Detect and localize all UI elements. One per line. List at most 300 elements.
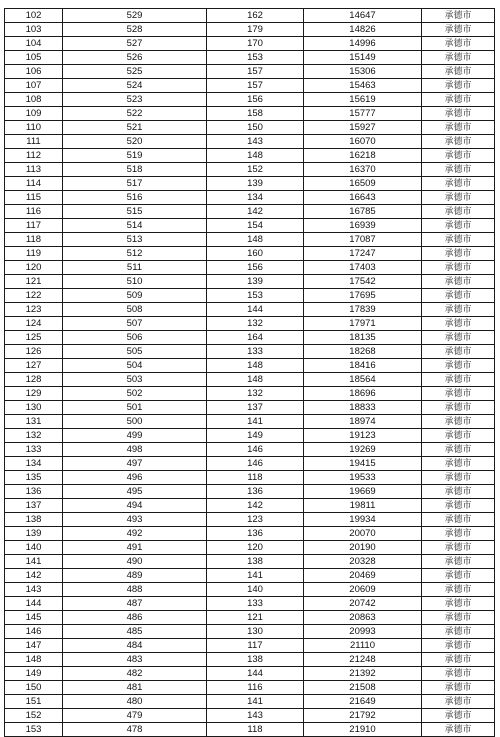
count-cell: 142: [207, 205, 304, 219]
score-cell: 484: [63, 639, 207, 653]
city-cell: 承德市: [422, 513, 495, 527]
rank-cell: 128: [5, 373, 63, 387]
cumulative-cell: 17403: [304, 261, 422, 275]
cumulative-cell: 20742: [304, 597, 422, 611]
count-cell: 136: [207, 485, 304, 499]
city-cell: 承德市: [422, 527, 495, 541]
cumulative-cell: 20070: [304, 527, 422, 541]
table-row: [5, 541, 495, 555]
score-cell: 509: [63, 289, 207, 303]
count-cell: 130: [207, 625, 304, 639]
score-cell: 493: [63, 513, 207, 527]
score-cell: 512: [63, 247, 207, 261]
score-table-page: [4, 8, 496, 737]
city-cell: 承德市: [422, 233, 495, 247]
score-cell: 525: [63, 65, 207, 79]
score-cell: 481: [63, 681, 207, 695]
score-cell: 516: [63, 191, 207, 205]
rank-cell: 152: [5, 709, 63, 723]
rank-cell: 126: [5, 345, 63, 359]
city-cell: 承德市: [422, 219, 495, 233]
rank-cell: 138: [5, 513, 63, 527]
city-cell: 承德市: [422, 205, 495, 219]
rank-cell: 143: [5, 583, 63, 597]
rank-cell: 104: [5, 37, 63, 51]
cumulative-cell: 21649: [304, 695, 422, 709]
table-row: [5, 163, 495, 177]
cumulative-cell: 19934: [304, 513, 422, 527]
city-cell: 承德市: [422, 415, 495, 429]
table-row: [5, 695, 495, 709]
rank-cell: 135: [5, 471, 63, 485]
city-cell: 承德市: [422, 541, 495, 555]
rank-cell: 147: [5, 639, 63, 653]
cumulative-cell: 17695: [304, 289, 422, 303]
cumulative-cell: 16218: [304, 149, 422, 163]
cumulative-cell: 21248: [304, 653, 422, 667]
table-row: [5, 401, 495, 415]
rank-cell: 149: [5, 667, 63, 681]
count-cell: 117: [207, 639, 304, 653]
rank-cell: 137: [5, 499, 63, 513]
cumulative-cell: 19269: [304, 443, 422, 457]
city-cell: 承德市: [422, 149, 495, 163]
count-cell: 132: [207, 317, 304, 331]
cumulative-cell: 19811: [304, 499, 422, 513]
score-cell: 504: [63, 359, 207, 373]
count-cell: 139: [207, 177, 304, 191]
city-cell: 承德市: [422, 555, 495, 569]
city-cell: 承德市: [422, 709, 495, 723]
count-cell: 138: [207, 555, 304, 569]
cumulative-cell: 20993: [304, 625, 422, 639]
table-row: [5, 275, 495, 289]
table-row: [5, 639, 495, 653]
count-cell: 118: [207, 471, 304, 485]
city-cell: 承德市: [422, 247, 495, 261]
table-row: [5, 107, 495, 121]
count-cell: 120: [207, 541, 304, 555]
rank-cell: 129: [5, 387, 63, 401]
count-cell: 149: [207, 429, 304, 443]
city-cell: 承德市: [422, 23, 495, 37]
city-cell: 承德市: [422, 331, 495, 345]
score-cell: 510: [63, 275, 207, 289]
count-cell: 137: [207, 401, 304, 415]
score-cell: 511: [63, 261, 207, 275]
rank-cell: 132: [5, 429, 63, 443]
count-cell: 132: [207, 387, 304, 401]
rank-cell: 113: [5, 163, 63, 177]
count-cell: 134: [207, 191, 304, 205]
score-cell: 521: [63, 121, 207, 135]
cumulative-cell: 18974: [304, 415, 422, 429]
score-cell: 520: [63, 135, 207, 149]
rank-cell: 153: [5, 723, 63, 737]
count-cell: 148: [207, 149, 304, 163]
rank-cell: 114: [5, 177, 63, 191]
table-row: [5, 611, 495, 625]
city-cell: 承德市: [422, 569, 495, 583]
table-row: [5, 233, 495, 247]
count-cell: 162: [207, 9, 304, 23]
count-cell: 148: [207, 233, 304, 247]
cumulative-cell: 18268: [304, 345, 422, 359]
count-cell: 143: [207, 709, 304, 723]
count-cell: 154: [207, 219, 304, 233]
rank-cell: 103: [5, 23, 63, 37]
cumulative-cell: 18833: [304, 401, 422, 415]
city-cell: 承德市: [422, 121, 495, 135]
city-cell: 承德市: [422, 681, 495, 695]
cumulative-cell: 16070: [304, 135, 422, 149]
table-row: [5, 597, 495, 611]
score-cell: 488: [63, 583, 207, 597]
score-cell: 485: [63, 625, 207, 639]
city-cell: 承德市: [422, 9, 495, 23]
table-row: [5, 289, 495, 303]
cumulative-cell: 15777: [304, 107, 422, 121]
count-cell: 144: [207, 303, 304, 317]
count-cell: 153: [207, 289, 304, 303]
table-row: [5, 415, 495, 429]
city-cell: 承德市: [422, 653, 495, 667]
count-cell: 146: [207, 457, 304, 471]
score-cell: 526: [63, 51, 207, 65]
table-row: [5, 79, 495, 93]
score-cell: 515: [63, 205, 207, 219]
count-cell: 136: [207, 527, 304, 541]
score-cell: 523: [63, 93, 207, 107]
rank-cell: 118: [5, 233, 63, 247]
count-cell: 158: [207, 107, 304, 121]
cumulative-cell: 18696: [304, 387, 422, 401]
table-row: [5, 331, 495, 345]
table-row: [5, 499, 495, 513]
cumulative-cell: 21792: [304, 709, 422, 723]
table-row: [5, 709, 495, 723]
score-table-body: [5, 9, 495, 737]
rank-cell: 123: [5, 303, 63, 317]
count-cell: 123: [207, 513, 304, 527]
count-cell: 179: [207, 23, 304, 37]
rank-cell: 110: [5, 121, 63, 135]
score-cell: 505: [63, 345, 207, 359]
city-cell: 承德市: [422, 401, 495, 415]
table-row: [5, 205, 495, 219]
city-cell: 承德市: [422, 373, 495, 387]
score-cell: 502: [63, 387, 207, 401]
city-cell: 承德市: [422, 275, 495, 289]
cumulative-cell: 14647: [304, 9, 422, 23]
cumulative-cell: 17247: [304, 247, 422, 261]
score-cell: 480: [63, 695, 207, 709]
rank-cell: 145: [5, 611, 63, 625]
rank-cell: 124: [5, 317, 63, 331]
rank-cell: 148: [5, 653, 63, 667]
city-cell: 承德市: [422, 317, 495, 331]
rank-cell: 121: [5, 275, 63, 289]
city-cell: 承德市: [422, 345, 495, 359]
score-cell: 495: [63, 485, 207, 499]
score-cell: 479: [63, 709, 207, 723]
rank-cell: 141: [5, 555, 63, 569]
count-cell: 160: [207, 247, 304, 261]
city-cell: 承德市: [422, 261, 495, 275]
city-cell: 承德市: [422, 177, 495, 191]
score-cell: 492: [63, 527, 207, 541]
city-cell: 承德市: [422, 457, 495, 471]
score-table: [4, 8, 495, 737]
count-cell: 118: [207, 723, 304, 737]
table-row: [5, 247, 495, 261]
score-cell: 487: [63, 597, 207, 611]
city-cell: 承德市: [422, 429, 495, 443]
cumulative-cell: 20609: [304, 583, 422, 597]
rank-cell: 139: [5, 527, 63, 541]
score-cell: 501: [63, 401, 207, 415]
count-cell: 141: [207, 569, 304, 583]
rank-cell: 146: [5, 625, 63, 639]
table-row: [5, 667, 495, 681]
score-cell: 527: [63, 37, 207, 51]
rank-cell: 136: [5, 485, 63, 499]
score-cell: 496: [63, 471, 207, 485]
score-cell: 503: [63, 373, 207, 387]
cumulative-cell: 15619: [304, 93, 422, 107]
table-row: [5, 681, 495, 695]
rank-cell: 125: [5, 331, 63, 345]
cumulative-cell: 20863: [304, 611, 422, 625]
rank-cell: 140: [5, 541, 63, 555]
cumulative-cell: 16643: [304, 191, 422, 205]
count-cell: 156: [207, 93, 304, 107]
rank-cell: 133: [5, 443, 63, 457]
cumulative-cell: 19533: [304, 471, 422, 485]
rank-cell: 134: [5, 457, 63, 471]
count-cell: 141: [207, 695, 304, 709]
rank-cell: 131: [5, 415, 63, 429]
table-row: [5, 93, 495, 107]
cumulative-cell: 17839: [304, 303, 422, 317]
table-row: [5, 121, 495, 135]
table-row: [5, 513, 495, 527]
table-row: [5, 443, 495, 457]
city-cell: 承德市: [422, 191, 495, 205]
rank-cell: 122: [5, 289, 63, 303]
cumulative-cell: 15927: [304, 121, 422, 135]
cumulative-cell: 19669: [304, 485, 422, 499]
city-cell: 承德市: [422, 695, 495, 709]
city-cell: 承德市: [422, 611, 495, 625]
score-cell: 494: [63, 499, 207, 513]
count-cell: 133: [207, 345, 304, 359]
cumulative-cell: 17542: [304, 275, 422, 289]
score-cell: 507: [63, 317, 207, 331]
count-cell: 140: [207, 583, 304, 597]
rank-cell: 112: [5, 149, 63, 163]
table-row: [5, 51, 495, 65]
count-cell: 152: [207, 163, 304, 177]
count-cell: 138: [207, 653, 304, 667]
table-row: [5, 373, 495, 387]
cumulative-cell: 16785: [304, 205, 422, 219]
score-cell: 500: [63, 415, 207, 429]
rank-cell: 127: [5, 359, 63, 373]
table-row: [5, 345, 495, 359]
rank-cell: 151: [5, 695, 63, 709]
score-cell: 529: [63, 9, 207, 23]
count-cell: 153: [207, 51, 304, 65]
table-row: [5, 387, 495, 401]
city-cell: 承德市: [422, 107, 495, 121]
cumulative-cell: 15306: [304, 65, 422, 79]
cumulative-cell: 19123: [304, 429, 422, 443]
score-cell: 506: [63, 331, 207, 345]
table-row: [5, 9, 495, 23]
table-row: [5, 191, 495, 205]
count-cell: 170: [207, 37, 304, 51]
table-row: [5, 149, 495, 163]
cumulative-cell: 16939: [304, 219, 422, 233]
score-cell: 491: [63, 541, 207, 555]
cumulative-cell: 15463: [304, 79, 422, 93]
rank-cell: 117: [5, 219, 63, 233]
rank-cell: 108: [5, 93, 63, 107]
city-cell: 承德市: [422, 471, 495, 485]
table-row: [5, 583, 495, 597]
table-row: [5, 625, 495, 639]
table-row: [5, 569, 495, 583]
count-cell: 142: [207, 499, 304, 513]
city-cell: 承德市: [422, 93, 495, 107]
count-cell: 157: [207, 65, 304, 79]
count-cell: 148: [207, 373, 304, 387]
cumulative-cell: 18416: [304, 359, 422, 373]
score-cell: 508: [63, 303, 207, 317]
score-cell: 518: [63, 163, 207, 177]
cumulative-cell: 15149: [304, 51, 422, 65]
city-cell: 承德市: [422, 443, 495, 457]
score-cell: 524: [63, 79, 207, 93]
city-cell: 承德市: [422, 135, 495, 149]
count-cell: 150: [207, 121, 304, 135]
count-cell: 146: [207, 443, 304, 457]
table-row: [5, 485, 495, 499]
count-cell: 116: [207, 681, 304, 695]
table-row: [5, 429, 495, 443]
score-cell: 514: [63, 219, 207, 233]
city-cell: 承德市: [422, 387, 495, 401]
city-cell: 承德市: [422, 65, 495, 79]
rank-cell: 120: [5, 261, 63, 275]
cumulative-cell: 16370: [304, 163, 422, 177]
table-row: [5, 219, 495, 233]
table-row: [5, 527, 495, 541]
rank-cell: 116: [5, 205, 63, 219]
count-cell: 133: [207, 597, 304, 611]
cumulative-cell: 14826: [304, 23, 422, 37]
count-cell: 121: [207, 611, 304, 625]
count-cell: 157: [207, 79, 304, 93]
score-cell: 517: [63, 177, 207, 191]
table-row: [5, 317, 495, 331]
rank-cell: 107: [5, 79, 63, 93]
count-cell: 164: [207, 331, 304, 345]
cumulative-cell: 20328: [304, 555, 422, 569]
score-cell: 478: [63, 723, 207, 737]
city-cell: 承德市: [422, 583, 495, 597]
table-row: [5, 457, 495, 471]
cumulative-cell: 16509: [304, 177, 422, 191]
table-row: [5, 303, 495, 317]
cumulative-cell: 20469: [304, 569, 422, 583]
cumulative-cell: 21910: [304, 723, 422, 737]
rank-cell: 119: [5, 247, 63, 261]
city-cell: 承德市: [422, 303, 495, 317]
cumulative-cell: 21392: [304, 667, 422, 681]
city-cell: 承德市: [422, 723, 495, 737]
city-cell: 承德市: [422, 667, 495, 681]
score-cell: 513: [63, 233, 207, 247]
score-cell: 498: [63, 443, 207, 457]
table-row: [5, 23, 495, 37]
city-cell: 承德市: [422, 37, 495, 51]
table-row: [5, 135, 495, 149]
score-cell: 483: [63, 653, 207, 667]
rank-cell: 115: [5, 191, 63, 205]
city-cell: 承德市: [422, 79, 495, 93]
cumulative-cell: 21508: [304, 681, 422, 695]
count-cell: 143: [207, 135, 304, 149]
cumulative-cell: 17087: [304, 233, 422, 247]
table-row: [5, 723, 495, 737]
city-cell: 承德市: [422, 639, 495, 653]
rank-cell: 144: [5, 597, 63, 611]
city-cell: 承德市: [422, 163, 495, 177]
city-cell: 承德市: [422, 499, 495, 513]
count-cell: 148: [207, 359, 304, 373]
cumulative-cell: 21110: [304, 639, 422, 653]
table-row: [5, 359, 495, 373]
city-cell: 承德市: [422, 289, 495, 303]
table-row: [5, 555, 495, 569]
rank-cell: 130: [5, 401, 63, 415]
score-cell: 482: [63, 667, 207, 681]
city-cell: 承德市: [422, 597, 495, 611]
rank-cell: 109: [5, 107, 63, 121]
cumulative-cell: 18564: [304, 373, 422, 387]
cumulative-cell: 17971: [304, 317, 422, 331]
score-cell: 497: [63, 457, 207, 471]
city-cell: 承德市: [422, 359, 495, 373]
score-cell: 522: [63, 107, 207, 121]
rank-cell: 102: [5, 9, 63, 23]
score-cell: 528: [63, 23, 207, 37]
rank-cell: 105: [5, 51, 63, 65]
score-cell: 490: [63, 555, 207, 569]
cumulative-cell: 19415: [304, 457, 422, 471]
rank-cell: 111: [5, 135, 63, 149]
city-cell: 承德市: [422, 485, 495, 499]
table-row: [5, 177, 495, 191]
city-cell: 承德市: [422, 51, 495, 65]
count-cell: 141: [207, 415, 304, 429]
score-cell: 489: [63, 569, 207, 583]
table-row: [5, 65, 495, 79]
table-row: [5, 37, 495, 51]
count-cell: 144: [207, 667, 304, 681]
